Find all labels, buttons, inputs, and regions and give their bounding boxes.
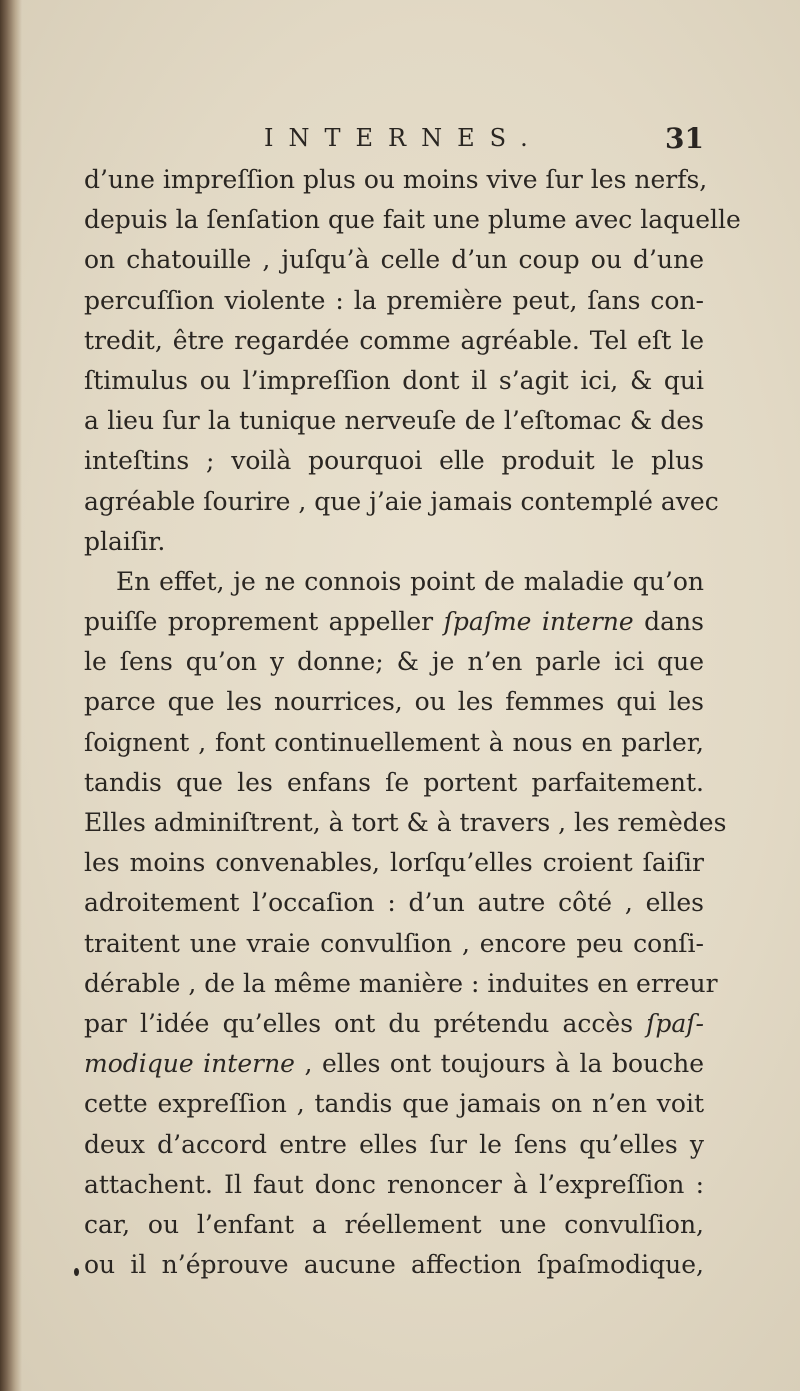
text-line [84,602,704,642]
text-line: inteſtins ; voilà pourquoi elle produit le plus [84,446,704,476]
text-line: on chatouille , juſqu’à celle d’un coup ou d’une [84,245,704,275]
text-line: ou il n’éprouve aucune affection ſpaſmodique, [84,1250,704,1280]
binding-gutter [0,0,22,1391]
text-line: tredit, être regardée comme agréable. Tel eſt le [84,325,704,355]
text-line: a lieu ſur la tunique nerveuſe de l’eſtomac & des [84,406,704,436]
text-line: ſoignent , font continuellement à nous en parler, [84,727,704,757]
text-line: adroitement l’occaſion : d’un autre côté , elles [84,888,704,918]
running-title: INTERNES. [264,124,543,152]
text-line: car, ou l’enfant a réellement une convulſion, [84,1209,704,1239]
text-line: dérable , de la même manière : induites en erreur [84,968,718,998]
text-line: d’une impreſſion plus ou moins vive ſur les nerfs, [84,165,708,194]
italic-term: ſpaſ- [646,1008,704,1038]
ink-mark [74,1268,79,1276]
text-line: Elles adminiſtrent, à tort & à travers , les remèdes [84,808,727,837]
text-span: , elles ont toujours à la bouche [304,1049,704,1079]
text-line: deux d’accord entre elles ſur le ſens qu’elles y [84,1129,704,1159]
text-line: les moins convenables, lorſqu’elles croient ſaiſir [84,848,704,878]
text-span: dans [644,607,704,637]
body-text [84,160,741,1285]
text-line: tandis que les enfans ſe portent parfaitement. [84,767,704,797]
page-number: 31 [665,122,704,155]
text-span: par l’idée qu’elles ont du prétendu accès [84,1008,634,1038]
text-line: le ſens qu’on y donne; & je n’en parle ici que [84,647,704,677]
text-line: plaiſir. [84,526,166,556]
text-line [84,1004,704,1044]
italic-term: modique interne [84,1049,295,1079]
text-line [84,1044,704,1084]
running-head [84,118,704,158]
text-line: agréable ſourire , que j’aie jamais contemplé avec [84,486,719,516]
text-line: depuis la ſenſation que fait une plume avec laquelle [84,205,741,235]
paragraph-2 [84,562,727,1285]
text-line: traitent une vraie convulſion , encore peu conſi- [84,928,704,958]
text-line: attachent. Il faut donc renoncer à l’expreſſion : [84,1169,704,1199]
text-line: En effet, je ne connois point de maladie qu’on [116,566,704,596]
text-line: parce que les nourrices, ou les femmes qui les [84,687,704,717]
paragraph-1 [84,160,741,562]
text-line: cette expreſſion , tandis que jamais on n’en voit [84,1089,704,1119]
text-line: ſtimulus ou l’impreſſion dont il s’agit ici, & qui [84,365,704,395]
text-line: percuſſion violente : la première peut, ſans con- [84,285,704,315]
italic-term: ſpaſme interne [443,607,634,637]
text-span: puiſſe proprement appeller [84,607,434,637]
